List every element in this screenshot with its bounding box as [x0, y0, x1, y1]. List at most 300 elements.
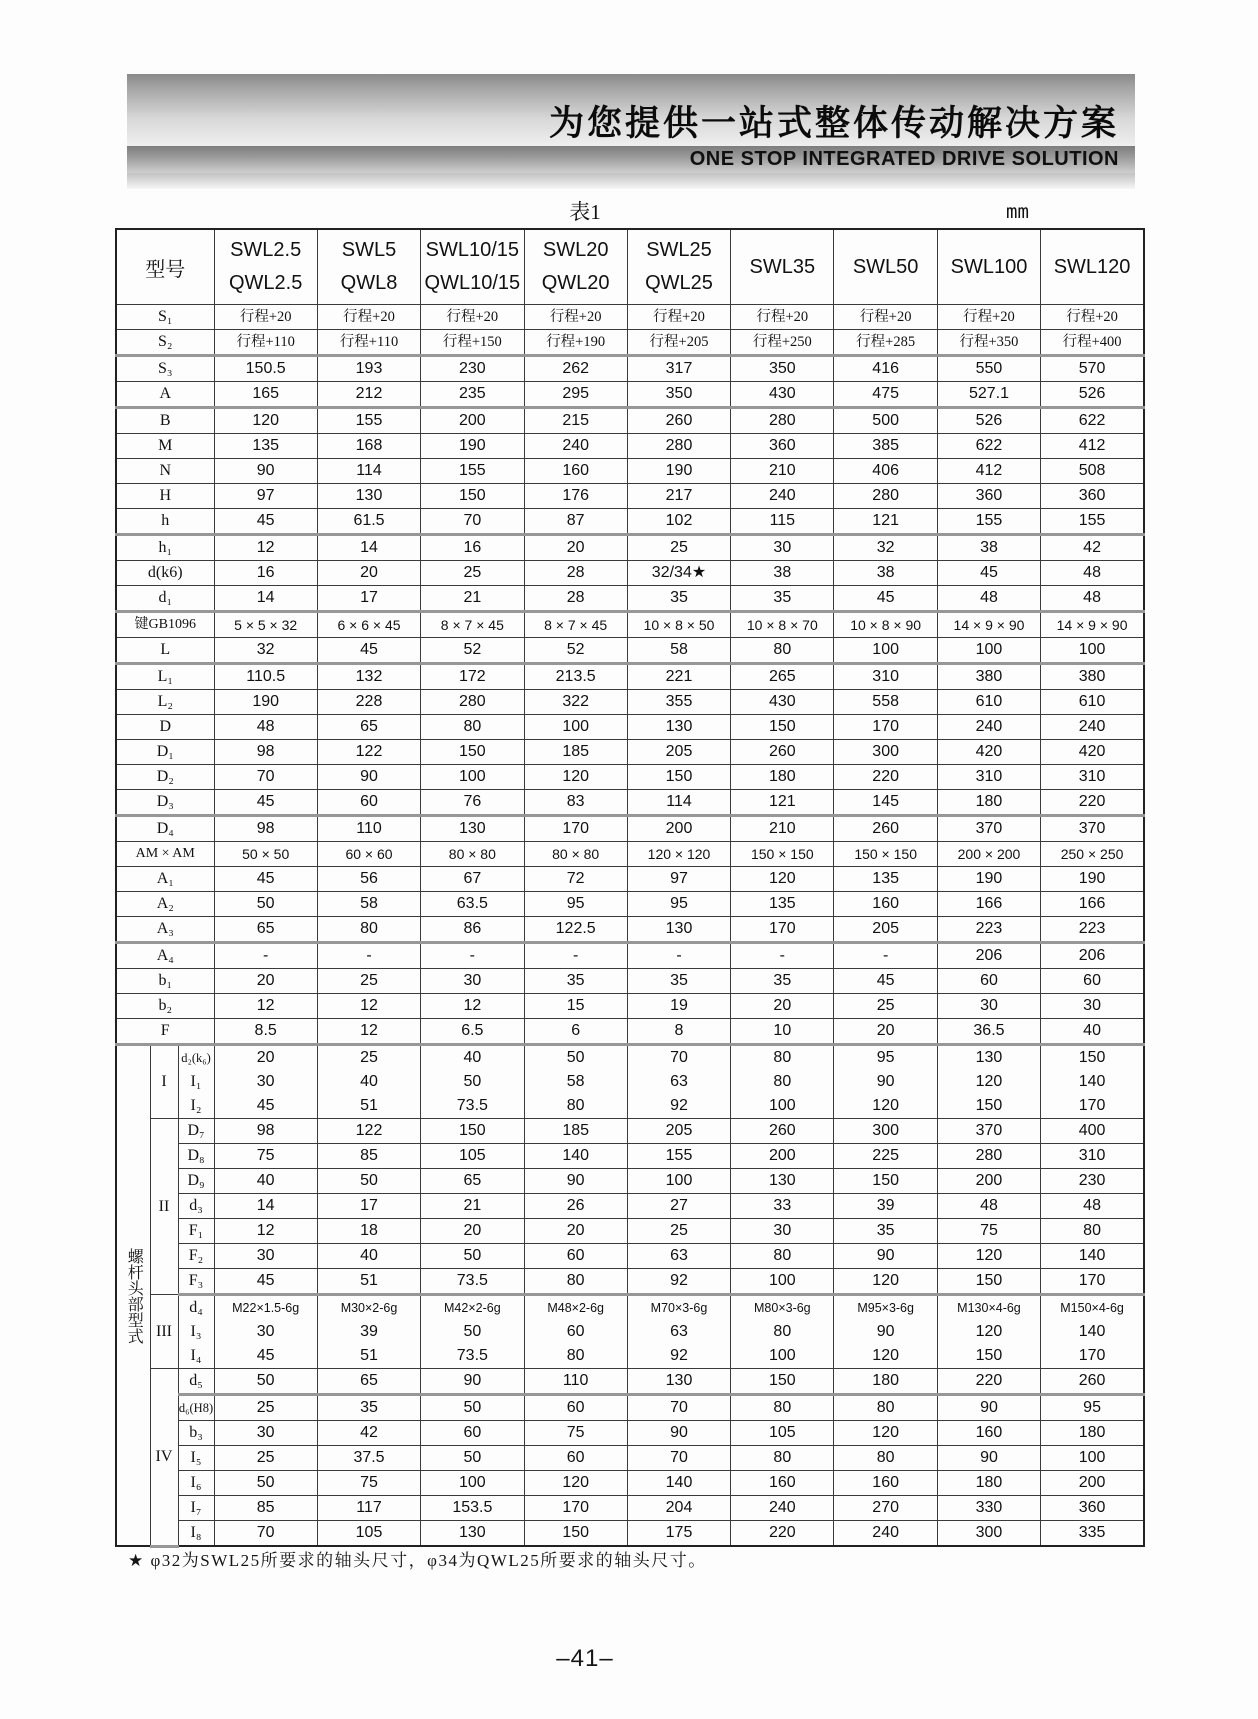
table-cell: 48: [1041, 1194, 1144, 1219]
table-cell: 30: [214, 1070, 317, 1094]
column-header-SWL35: SWL35: [731, 229, 834, 305]
table-row: [116, 1496, 1144, 1521]
table-cell: 185: [524, 740, 627, 765]
table-cell: 150 × 150: [731, 842, 834, 867]
table-cell: 300: [937, 1521, 1040, 1547]
table-cell: 75: [214, 1144, 317, 1169]
table-cell: 80: [834, 1446, 937, 1471]
table-cell: 70: [214, 765, 317, 790]
table-cell: 17: [317, 1194, 420, 1219]
table-cell: 98: [214, 816, 317, 842]
table-cell: 58: [627, 638, 730, 664]
table-cell: 72: [524, 867, 627, 892]
row-label: b₁: [116, 969, 214, 994]
table-cell: 14: [214, 1194, 317, 1219]
table-cell: 100: [421, 765, 524, 790]
table-cell: 26: [524, 1194, 627, 1219]
table-cell: 240: [524, 434, 627, 459]
table-cell: 90: [421, 1369, 524, 1395]
table-cell: 180: [1041, 1421, 1144, 1446]
table-cell: 14 × 9 × 90: [937, 612, 1040, 638]
table-cell: 6 × 6 × 45: [317, 612, 420, 638]
table-cell: 190: [1041, 867, 1144, 892]
table-cell: 270: [834, 1496, 937, 1521]
table-cell: 130: [627, 917, 730, 943]
table-cell: 150: [524, 1521, 627, 1547]
table-cell: 145: [834, 790, 937, 816]
table-cell: 45: [937, 561, 1040, 586]
table-cell: 70: [627, 1045, 730, 1071]
table-cell: 30: [214, 1421, 317, 1446]
table-cell: 行程+20: [834, 305, 937, 330]
table-cell: 220: [731, 1521, 834, 1547]
table-row: [116, 1295, 1144, 1321]
table-cell: 86: [421, 917, 524, 943]
table-cell: 114: [627, 790, 730, 816]
table-row: [116, 1421, 1144, 1446]
table-cell: 行程+20: [1041, 305, 1144, 330]
table-cell: 200: [937, 1169, 1040, 1194]
table-cell: 35: [731, 969, 834, 994]
table-cell: 48: [937, 586, 1040, 612]
table-cell: 380: [1041, 664, 1144, 690]
table-cell: 80: [421, 715, 524, 740]
table-cell: 12: [214, 994, 317, 1019]
column-header-SWL10/15: SWL10/15 QWL10/15: [421, 229, 524, 305]
table-cell: 135: [731, 892, 834, 917]
table-row: [116, 690, 1144, 715]
table-cell: 180: [937, 1471, 1040, 1496]
table-cell: 45: [214, 790, 317, 816]
row-label: S₁: [116, 305, 214, 330]
table-cell: 60: [421, 1421, 524, 1446]
table-cell: 200: [731, 1144, 834, 1169]
table-cell: 58: [524, 1070, 627, 1094]
table-row: [116, 842, 1144, 867]
table-cell: 6: [524, 1019, 627, 1045]
table-cell: 42: [317, 1421, 420, 1446]
table-cell: 172: [421, 664, 524, 690]
table-cell: 80 × 80: [421, 842, 524, 867]
table-cell: 122: [317, 740, 420, 765]
table-cell: 48: [1041, 561, 1144, 586]
table-cell: 150 × 150: [834, 842, 937, 867]
table-row: [116, 1395, 1144, 1421]
table-cell: 21: [421, 1194, 524, 1219]
table-cell: 322: [524, 690, 627, 715]
table-row: [116, 484, 1144, 509]
row-label: M: [116, 434, 214, 459]
table-cell: 190: [214, 690, 317, 715]
table-cell: 90: [627, 1421, 730, 1446]
table-cell: 370: [937, 816, 1040, 842]
table-cell: 150: [731, 1369, 834, 1395]
table-cell: 63: [627, 1244, 730, 1269]
table-cell: 48: [937, 1194, 1040, 1219]
table-cell: 28: [524, 561, 627, 586]
row-label: b₃: [178, 1421, 214, 1446]
table-cell: 80: [524, 1269, 627, 1295]
row-label: A₂: [116, 892, 214, 917]
table-cell: 90: [834, 1244, 937, 1269]
table-cell: M80×3-6g: [731, 1295, 834, 1321]
table-cell: 120: [937, 1244, 1040, 1269]
table-cell: 176: [524, 484, 627, 509]
table-cell: 260: [1041, 1369, 1144, 1395]
table-cell: 160: [524, 459, 627, 484]
table-cell: 120: [937, 1070, 1040, 1094]
table-cell: 80: [834, 1395, 937, 1421]
footnote: ★ φ32为SWL25所要求的轴头尺寸，φ34为QWL25所要求的轴头尺寸。: [128, 1551, 707, 1570]
table-cell: 120: [524, 1471, 627, 1496]
table-cell: 18: [317, 1219, 420, 1244]
table-cell: 30: [731, 535, 834, 561]
table-cell: -: [834, 943, 937, 969]
table-cell: 150: [937, 1344, 1040, 1369]
table-cell: 45: [317, 638, 420, 664]
table-cell: 8 × 7 × 45: [524, 612, 627, 638]
table-cell: 240: [1041, 715, 1144, 740]
table-cell: 32/34★: [627, 561, 730, 586]
table-cell: 100: [1041, 638, 1144, 664]
table-cell: 223: [937, 917, 1040, 943]
table-cell: 280: [627, 434, 730, 459]
table-cell: 166: [937, 892, 1040, 917]
table-cell: 50: [421, 1395, 524, 1421]
table-cell: 60 × 60: [317, 842, 420, 867]
table-cell: 117: [317, 1496, 420, 1521]
table-cell: 95: [834, 1045, 937, 1071]
table-row: [116, 1119, 1144, 1144]
table-cell: 100: [731, 1094, 834, 1119]
table-cell: 122.5: [524, 917, 627, 943]
row-label: L₁: [116, 664, 214, 690]
table-cell: 100: [524, 715, 627, 740]
table-cell: 100: [1041, 1446, 1144, 1471]
table-cell: 60: [524, 1244, 627, 1269]
table-cell: 30: [421, 969, 524, 994]
group-label-IV: IV: [150, 1369, 178, 1547]
table-cell: 92: [627, 1344, 730, 1369]
table-cell: 20: [317, 561, 420, 586]
table-cell: 200: [1041, 1471, 1144, 1496]
table-cell: 80: [524, 1094, 627, 1119]
table-cell: 622: [1041, 408, 1144, 434]
row-label: D₁: [116, 740, 214, 765]
table-cell: 355: [627, 690, 730, 715]
row-label: I₂: [178, 1094, 214, 1119]
table-cell: 25: [421, 561, 524, 586]
row-label: S₃: [116, 356, 214, 382]
table-cell: 20: [214, 969, 317, 994]
table-cell: 行程+20: [421, 305, 524, 330]
row-label: d(k6): [116, 561, 214, 586]
table-row: [116, 638, 1144, 664]
table-cell: 230: [421, 356, 524, 382]
table-cell: 420: [937, 740, 1040, 765]
table-cell: 90: [834, 1070, 937, 1094]
table-cell: 45: [834, 586, 937, 612]
table-row: [116, 408, 1144, 434]
table-cell: 行程+250: [731, 330, 834, 356]
table-cell: 35: [317, 1395, 420, 1421]
column-header-SWL100: SWL100: [937, 229, 1040, 305]
table-cell: 170: [834, 715, 937, 740]
table-cell: 310: [1041, 765, 1144, 790]
section-label-screw-head-type: 螺杆头部型式: [116, 1045, 150, 1547]
table-cell: 30: [214, 1320, 317, 1344]
table-cell: 100: [627, 1169, 730, 1194]
table-cell: 370: [1041, 816, 1144, 842]
table-cell: 12: [317, 1019, 420, 1045]
table-cell: 38: [834, 561, 937, 586]
table-cell: 140: [627, 1471, 730, 1496]
row-label: D: [116, 715, 214, 740]
banner-fade-strip: [127, 173, 1135, 189]
row-label: d₄: [178, 1295, 214, 1321]
table-cell: 50: [317, 1169, 420, 1194]
table-cell: 45: [214, 867, 317, 892]
table-cell: 行程+20: [317, 305, 420, 330]
table-cell: 16: [421, 535, 524, 561]
table-cell: 80 × 80: [524, 842, 627, 867]
table-row: [116, 765, 1144, 790]
table-cell: 50: [421, 1446, 524, 1471]
group-label-III: III: [150, 1295, 178, 1369]
header-row: [116, 229, 1144, 305]
table-cell: 12: [421, 994, 524, 1019]
table-cell: 150: [627, 765, 730, 790]
row-label: I₄: [178, 1344, 214, 1369]
table-row: [116, 969, 1144, 994]
row-label: D₃: [116, 790, 214, 816]
table-cell: 50: [214, 1471, 317, 1496]
table-cell: 190: [421, 434, 524, 459]
table-cell: 45: [214, 1094, 317, 1119]
table-cell: 206: [1041, 943, 1144, 969]
table-cell: -: [421, 943, 524, 969]
table-cell: 20: [214, 1045, 317, 1071]
row-label: S₂: [116, 330, 214, 356]
table-cell: 80: [731, 1045, 834, 1071]
table-cell: 35: [834, 1219, 937, 1244]
table-cell: 行程+190: [524, 330, 627, 356]
table-cell: 80: [731, 1395, 834, 1421]
table-cell: 120: [834, 1421, 937, 1446]
table-cell: 120: [524, 765, 627, 790]
table-cell: 33: [731, 1194, 834, 1219]
table-row: [116, 892, 1144, 917]
table-cell: 120: [731, 867, 834, 892]
table-cell: 610: [937, 690, 1040, 715]
table-cell: 170: [731, 917, 834, 943]
table-cell: 115: [731, 509, 834, 535]
table-cell: 100: [731, 1344, 834, 1369]
table-cell: 140: [524, 1144, 627, 1169]
table-cell: 102: [627, 509, 730, 535]
table-cell: 28: [524, 586, 627, 612]
table-cell: 90: [524, 1169, 627, 1194]
table-cell: 204: [627, 1496, 730, 1521]
table-cell: 25: [834, 994, 937, 1019]
table-cell: 160: [834, 1471, 937, 1496]
table-cell: 160: [731, 1471, 834, 1496]
row-label: h: [116, 509, 214, 535]
table-cell: 85: [317, 1144, 420, 1169]
table-cell: 16: [214, 561, 317, 586]
table-cell: 98: [214, 1119, 317, 1144]
row-label: I₆: [178, 1471, 214, 1496]
table-row: [116, 994, 1144, 1019]
table-cell: 330: [937, 1496, 1040, 1521]
table-cell: 52: [421, 638, 524, 664]
table-cell: 155: [937, 509, 1040, 535]
table-cell: M130×4-6g: [937, 1295, 1040, 1321]
table-cell: 30: [937, 994, 1040, 1019]
table-row: [116, 917, 1144, 943]
table-cell: 526: [937, 408, 1040, 434]
table-cell: 75: [317, 1471, 420, 1496]
row-label: d₁: [116, 586, 214, 612]
table-cell: 406: [834, 459, 937, 484]
table-cell: 412: [937, 459, 1040, 484]
table-cell: 206: [937, 943, 1040, 969]
table-cell: 50 × 50: [214, 842, 317, 867]
table-cell: 25: [214, 1395, 317, 1421]
table-cell: 335: [1041, 1521, 1144, 1547]
table-cell: 180: [937, 790, 1040, 816]
table-row: [116, 816, 1144, 842]
table-cell: 120: [834, 1344, 937, 1369]
table-cell: 60: [524, 1395, 627, 1421]
row-label: I₃: [178, 1320, 214, 1344]
row-label: L₂: [116, 690, 214, 715]
table-cell: 45: [834, 969, 937, 994]
table-cell: 10 × 8 × 50: [627, 612, 730, 638]
table-cell: 280: [937, 1144, 1040, 1169]
table-cell: 95: [1041, 1395, 1144, 1421]
table-row: [116, 1219, 1144, 1244]
table-cell: 39: [834, 1194, 937, 1219]
table-cell: 50: [421, 1244, 524, 1269]
unit-label: mm: [1006, 201, 1029, 223]
table-cell: 400: [1041, 1119, 1144, 1144]
row-label: L: [116, 638, 214, 664]
table-cell: 200: [627, 816, 730, 842]
table-cell: 90: [214, 459, 317, 484]
table-cell: 150: [1041, 1045, 1144, 1071]
table-cell: 120: [937, 1320, 1040, 1344]
table-cell: 175: [627, 1521, 730, 1547]
table-cell: 90: [937, 1446, 1040, 1471]
table-cell: 350: [731, 356, 834, 382]
table-cell: 80: [524, 1344, 627, 1369]
table-cell: 51: [317, 1094, 420, 1119]
row-label: D₇: [178, 1119, 214, 1144]
table-cell: 70: [421, 509, 524, 535]
table-cell: 170: [1041, 1269, 1144, 1295]
table-cell: 58: [317, 892, 420, 917]
table-cell: 45: [214, 1269, 317, 1295]
table-cell: 240: [731, 1496, 834, 1521]
table-cell: 180: [834, 1369, 937, 1395]
row-label: I₅: [178, 1446, 214, 1471]
table-cell: 行程+110: [214, 330, 317, 356]
table-cell: 170: [1041, 1344, 1144, 1369]
table-cell: 240: [937, 715, 1040, 740]
table-cell: 80: [731, 1070, 834, 1094]
table-cell: M95×3-6g: [834, 1295, 937, 1321]
table-cell: 155: [1041, 509, 1144, 535]
table-cell: 230: [1041, 1169, 1144, 1194]
table-cell: 168: [317, 434, 420, 459]
table-cell: 250 × 250: [1041, 842, 1144, 867]
table-cell: -: [524, 943, 627, 969]
table-caption: 表1: [569, 200, 601, 224]
table-cell: 558: [834, 690, 937, 715]
spec-table-body: [116, 305, 1144, 1547]
row-label: F₂: [178, 1244, 214, 1269]
table-row: [116, 943, 1144, 969]
table-cell: 300: [834, 740, 937, 765]
table-cell: 260: [731, 1119, 834, 1144]
table-cell: 105: [731, 1421, 834, 1446]
table-cell: 65: [317, 715, 420, 740]
row-label: I₇: [178, 1496, 214, 1521]
table-row: [116, 1019, 1144, 1045]
table-cell: 12: [214, 1219, 317, 1244]
table-cell: 48: [1041, 586, 1144, 612]
table-cell: 92: [627, 1269, 730, 1295]
table-cell: 85: [214, 1496, 317, 1521]
row-label: A₃: [116, 917, 214, 943]
table-row: [116, 612, 1144, 638]
table-cell: 50: [524, 1045, 627, 1071]
table-cell: 310: [937, 765, 1040, 790]
table-cell: 14: [317, 535, 420, 561]
table-row: [116, 586, 1144, 612]
column-header-SWL5: SWL5 QWL8: [317, 229, 420, 305]
table-cell: 67: [421, 867, 524, 892]
row-label: b₂: [116, 994, 214, 1019]
table-cell: 40: [214, 1169, 317, 1194]
row-label: d₅: [178, 1369, 214, 1395]
table-cell: 35: [731, 586, 834, 612]
row-label: h₁: [116, 535, 214, 561]
table-cell: 150: [421, 740, 524, 765]
banner-sub-bar: [127, 146, 1135, 173]
table-cell: 70: [627, 1446, 730, 1471]
table-cell: 430: [731, 382, 834, 408]
table-cell: 行程+20: [214, 305, 317, 330]
table-cell: 360: [731, 434, 834, 459]
table-cell: 60: [1041, 969, 1144, 994]
table-cell: 180: [731, 765, 834, 790]
table-cell: 475: [834, 382, 937, 408]
table-cell: 221: [627, 664, 730, 690]
table-cell: 140: [1041, 1070, 1144, 1094]
table-cell: 27: [627, 1194, 730, 1219]
table-cell: 50: [421, 1320, 524, 1344]
table-cell: 527.1: [937, 382, 1040, 408]
table-cell: 220: [834, 765, 937, 790]
table-cell: 70: [627, 1395, 730, 1421]
table-cell: 105: [317, 1521, 420, 1547]
table-cell: 223: [1041, 917, 1144, 943]
table-cell: 526: [1041, 382, 1144, 408]
table-cell: 21: [421, 586, 524, 612]
table-cell: 50: [214, 1369, 317, 1395]
